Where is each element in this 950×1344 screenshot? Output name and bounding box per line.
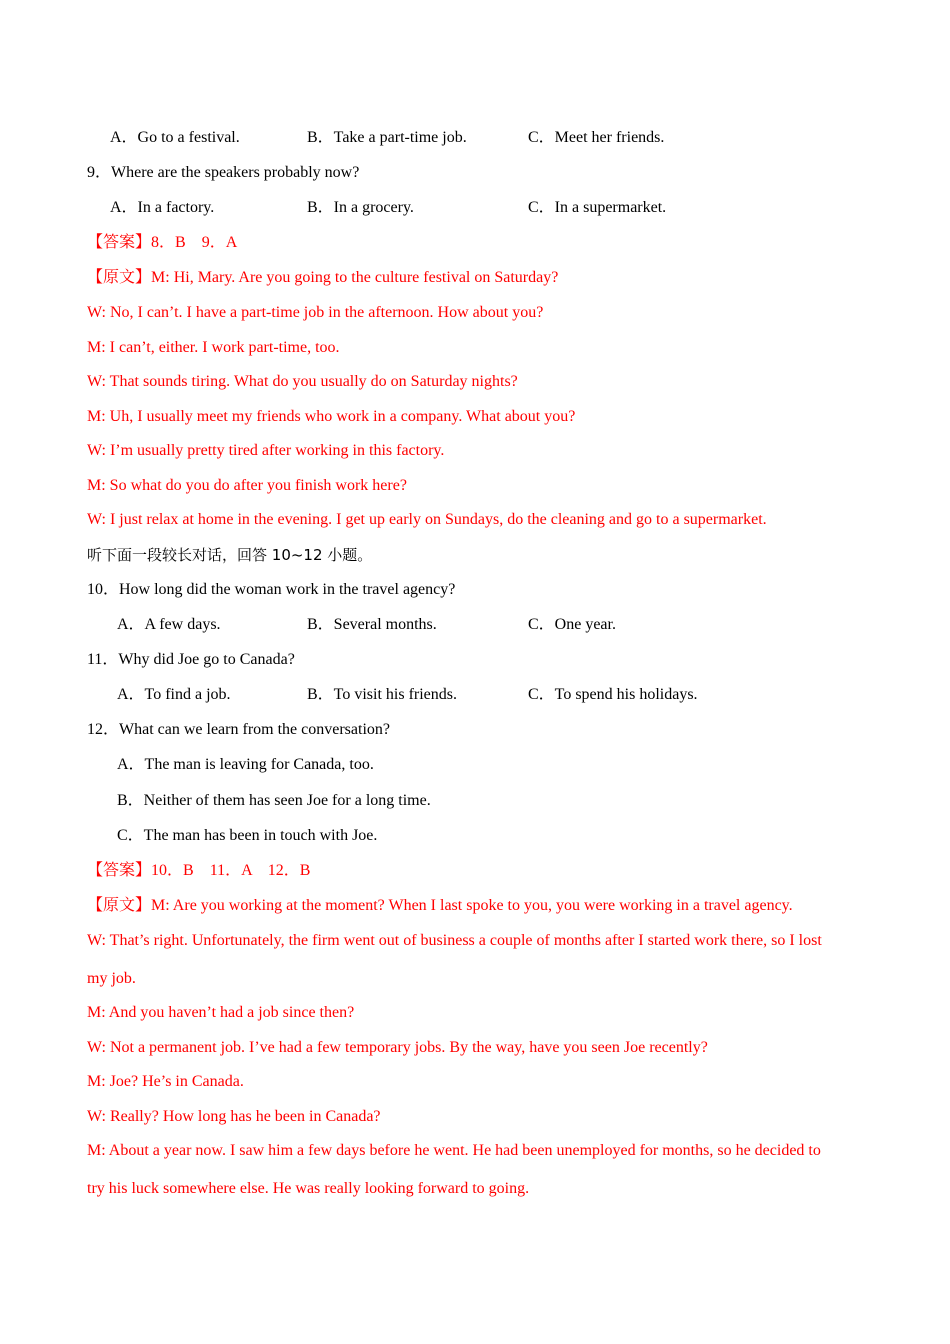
q11-option-b: B．To visit his friends. — [307, 686, 457, 703]
q10-option-a: A．A few days. — [117, 616, 221, 633]
q9-question: 9．Where are the speakers probably now? — [87, 164, 360, 181]
transcript-line: W: Really? How long has he been in Canada? — [87, 1108, 381, 1125]
answer-block-1 — [87, 233, 237, 253]
q10-option-c: C．One year. — [528, 616, 616, 633]
q8-option-c: C．Meet her friends. — [528, 129, 665, 146]
q8-option-a: A．Go to a festival. — [110, 129, 240, 146]
q9-option-a: A．In a factory. — [110, 199, 215, 216]
transcript-line: W: No, I can’t. I have a part-time job in the afternoon. How about you? — [87, 304, 544, 321]
q12-option-b: B．Neither of them has seen Joe for a long time. — [117, 792, 431, 809]
transcript-line: M: So what do you do after you finish work here? — [87, 477, 407, 494]
answer-text: 10．B 11．A 12．B — [151, 862, 311, 879]
transcript-1-first-line — [87, 268, 558, 288]
q8-option-b: B．Take a part-time job. — [307, 129, 467, 146]
transcript-line: W: Not a permanent job. I’ve had a few temporary jobs. By the way, have you seen Joe recently? — [87, 1039, 708, 1056]
transcript-line: W: I just relax at home in the evening. I get up early on Sundays, do the cleaning and go to a supermarket. — [87, 511, 767, 528]
answer-text: 8．B 9．A — [151, 234, 238, 251]
transcript-line: W: I’m usually pretty tired after working in this factory. — [87, 442, 445, 459]
q11-question: 11．Why did Joe go to Canada? — [87, 651, 295, 668]
q9-option-b: B．In a grocery. — [307, 199, 414, 216]
answer-tag: 【答案】 — [87, 862, 152, 879]
q11-option-a: A．To find a job. — [117, 686, 231, 703]
transcript-line: M: And you haven’t had a job since then? — [87, 1004, 355, 1021]
transcript-line: try his luck somewhere else. He was really looking forward to going. — [87, 1180, 530, 1197]
q11-option-c: C．To spend his holidays. — [528, 686, 698, 703]
transcript-2-first-line — [87, 896, 793, 916]
q10-question: 10．How long did the woman work in the travel agency? — [87, 581, 456, 598]
q9-option-c: C．In a supermarket. — [528, 199, 667, 216]
transcript-line: M: Hi, Mary. Are you going to the culture festival on Saturday? — [151, 269, 559, 286]
q12-option-a: A．The man is leaving for Canada, too. — [117, 756, 374, 773]
section-instruction: 听下面一段较长对话，回答 10~12 小题。 — [87, 546, 373, 564]
transcript-line: my job. — [87, 970, 136, 987]
answer-tag: 【答案】 — [87, 234, 152, 251]
transcript-tag: 【原文】 — [87, 897, 152, 914]
transcript-tag: 【原文】 — [87, 269, 152, 286]
answer-block-2 — [87, 861, 310, 881]
transcript-line: W: That’s right. Unfortunately, the firm went out of business a couple of months after I started work there, so I lost — [87, 932, 822, 949]
transcript-line: W: That sounds tiring. What do you usually do on Saturday nights? — [87, 373, 518, 390]
transcript-line: M: Uh, I usually meet my friends who work in a company. What about you? — [87, 408, 576, 425]
transcript-line: M: Are you working at the moment? When I last spoke to you, you were working in a travel agency. — [151, 897, 793, 914]
transcript-line: M: I can’t, either. I work part-time, too. — [87, 339, 340, 356]
q12-question: 12．What can we learn from the conversation? — [87, 721, 390, 738]
transcript-line: M: About a year now. I saw him a few days before he went. He had been unemployed for months, so he decided to — [87, 1142, 821, 1159]
q10-option-b: B．Several months. — [307, 616, 437, 633]
transcript-line: M: Joe? He’s in Canada. — [87, 1073, 244, 1090]
q12-option-c: C．The man has been in touch with Joe. — [117, 827, 378, 844]
